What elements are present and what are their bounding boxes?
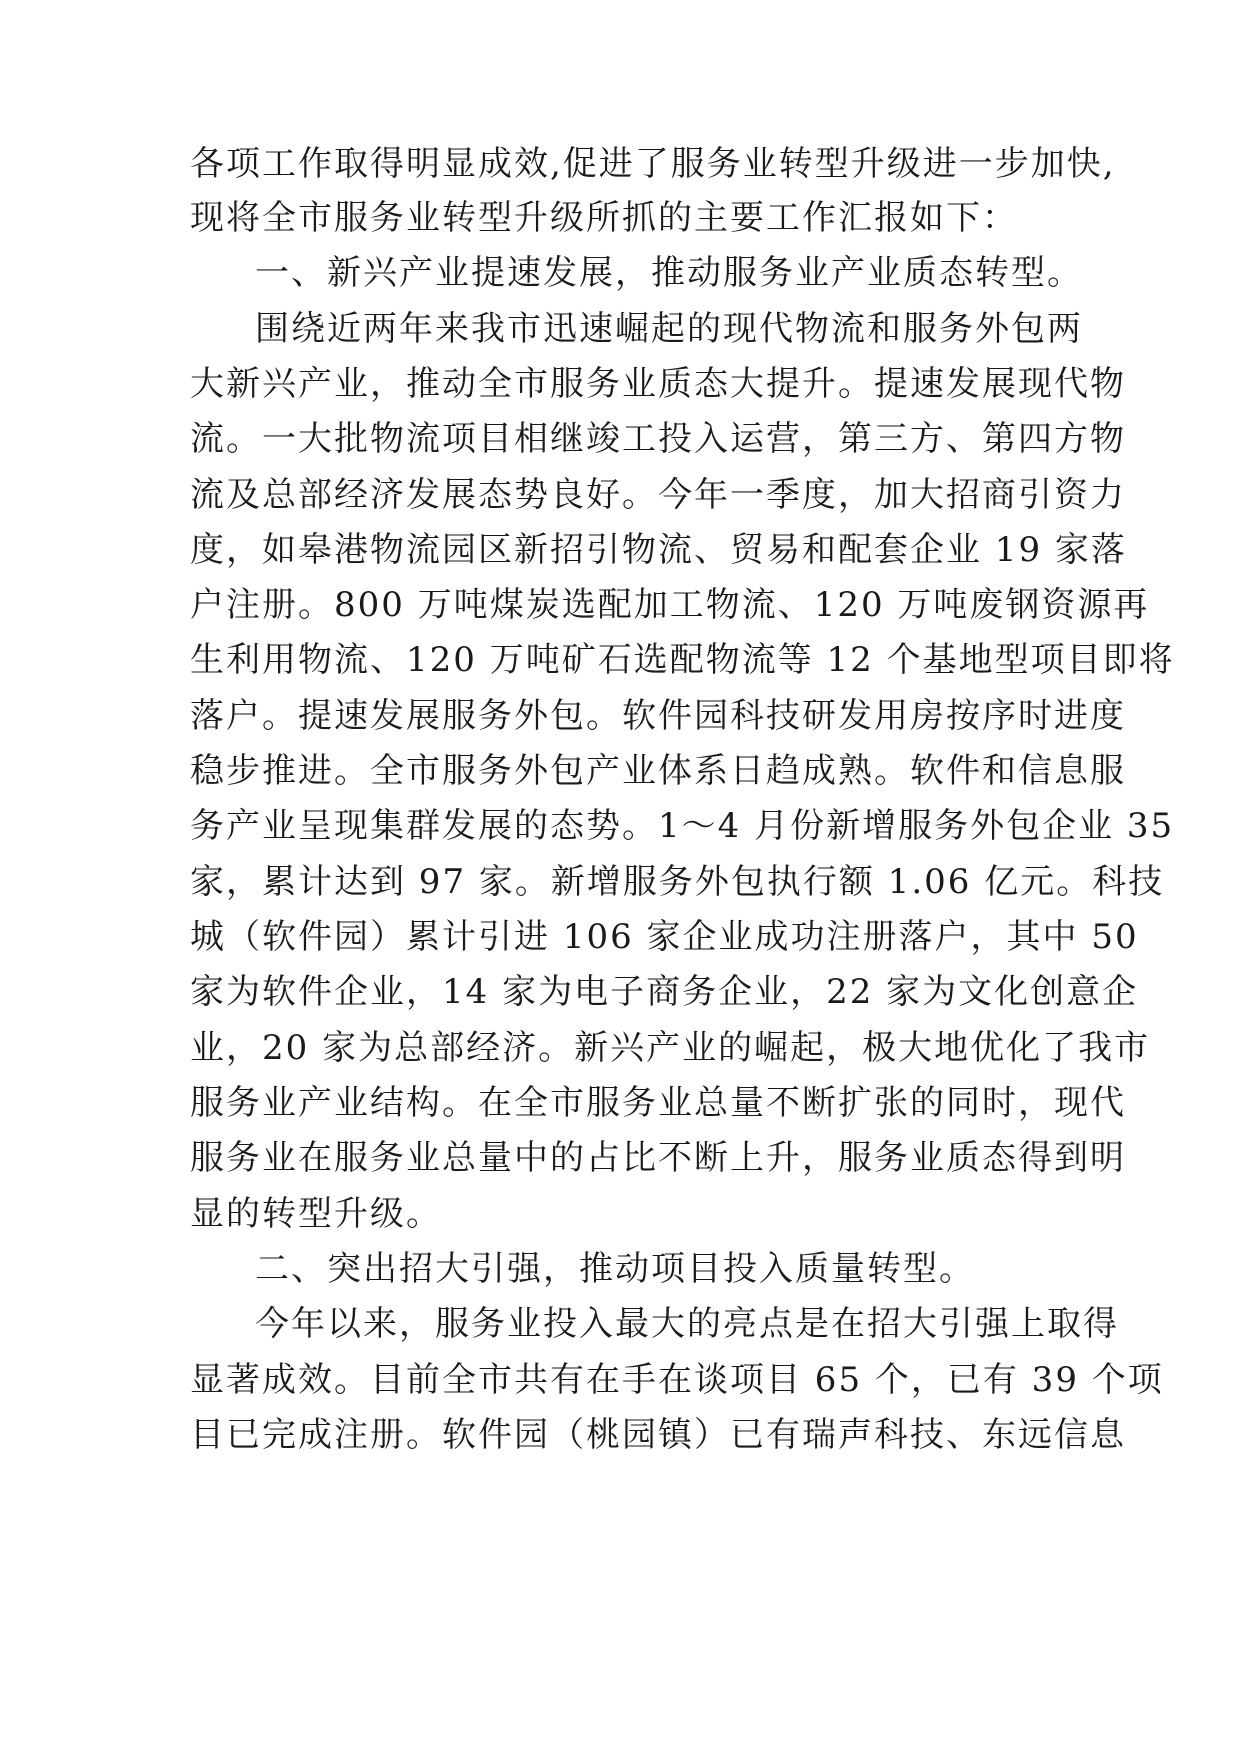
text-line: 现将全市服务业转型升级所抓的主要工作汇报如下： — [190, 198, 1018, 238]
text-line: 目已完成注册。软件园（桃园镇）已有瑞声科技、东远信息 — [190, 1415, 1126, 1455]
text-line: 落户。提速发展服务外包。软件园科技研发用房按序时进度 — [190, 696, 1126, 736]
text-line: 家为软件企业，14 家为电子商务企业，22 家为文化创意企 — [190, 972, 1139, 1012]
section-heading-1: 一、新兴产业提速发展，推动服务业产业质态转型。 — [255, 253, 1083, 293]
text-line: 大新兴产业，推动全市服务业质态大提升。提速发展现代物 — [190, 364, 1126, 404]
text-line: 生利用物流、120 万吨矿石选配物流等 12 个基地型项目即将 — [190, 640, 1175, 680]
text-line: 显著成效。目前全市共有在手在谈项目 65 个，已有 39 个项 — [190, 1360, 1164, 1400]
text-line: 今年以来，服务业投入最大的亮点是在招大引强上取得 — [255, 1304, 1119, 1344]
text-line: 家，累计达到 97 家。新增服务外包执行额 1.06 亿元。科技 — [190, 862, 1165, 902]
text-line: 城（软件园）累计引进 106 家企业成功注册落户，其中 50 — [190, 917, 1139, 957]
text-line: 流及总部经济发展态势良好。今年一季度，加大招商引资力 — [190, 475, 1126, 515]
text-line: 度，如皋港物流园区新招引物流、贸易和配套企业 19 家落 — [190, 530, 1127, 570]
text-line: 业，20 家为总部经济。新兴产业的崛起，极大地优化了我市 — [190, 1028, 1151, 1068]
section-heading-2: 二、突出招大引强，推动项目投入质量转型。 — [255, 1249, 975, 1289]
text-line: 流。一大批物流项目相继竣工投入运营，第三方、第四方物 — [190, 419, 1126, 459]
text-line: 显的转型升级。 — [190, 1194, 442, 1234]
text-line: 户注册。800 万吨煤炭选配加工物流、120 万吨废钢资源再 — [190, 585, 1150, 625]
text-line: 稳步推进。全市服务外包产业体系日趋成熟。软件和信息服 — [190, 751, 1126, 791]
text-line: 服务业产业结构。在全市服务业总量不断扩张的同时，现代 — [190, 1083, 1126, 1123]
text-line: 务产业呈现集群发展的态势。1～4 月份新增服务外包企业 35 — [190, 806, 1175, 846]
text-line: 围绕近两年来我市迅速崛起的现代物流和服务外包两 — [255, 309, 1083, 349]
text-line: 服务业在服务业总量中的占比不断上升，服务业质态得到明 — [190, 1138, 1126, 1178]
text-line: 各项工作取得明显成效,促进了服务业转型升级进一步加快, — [190, 144, 1116, 184]
